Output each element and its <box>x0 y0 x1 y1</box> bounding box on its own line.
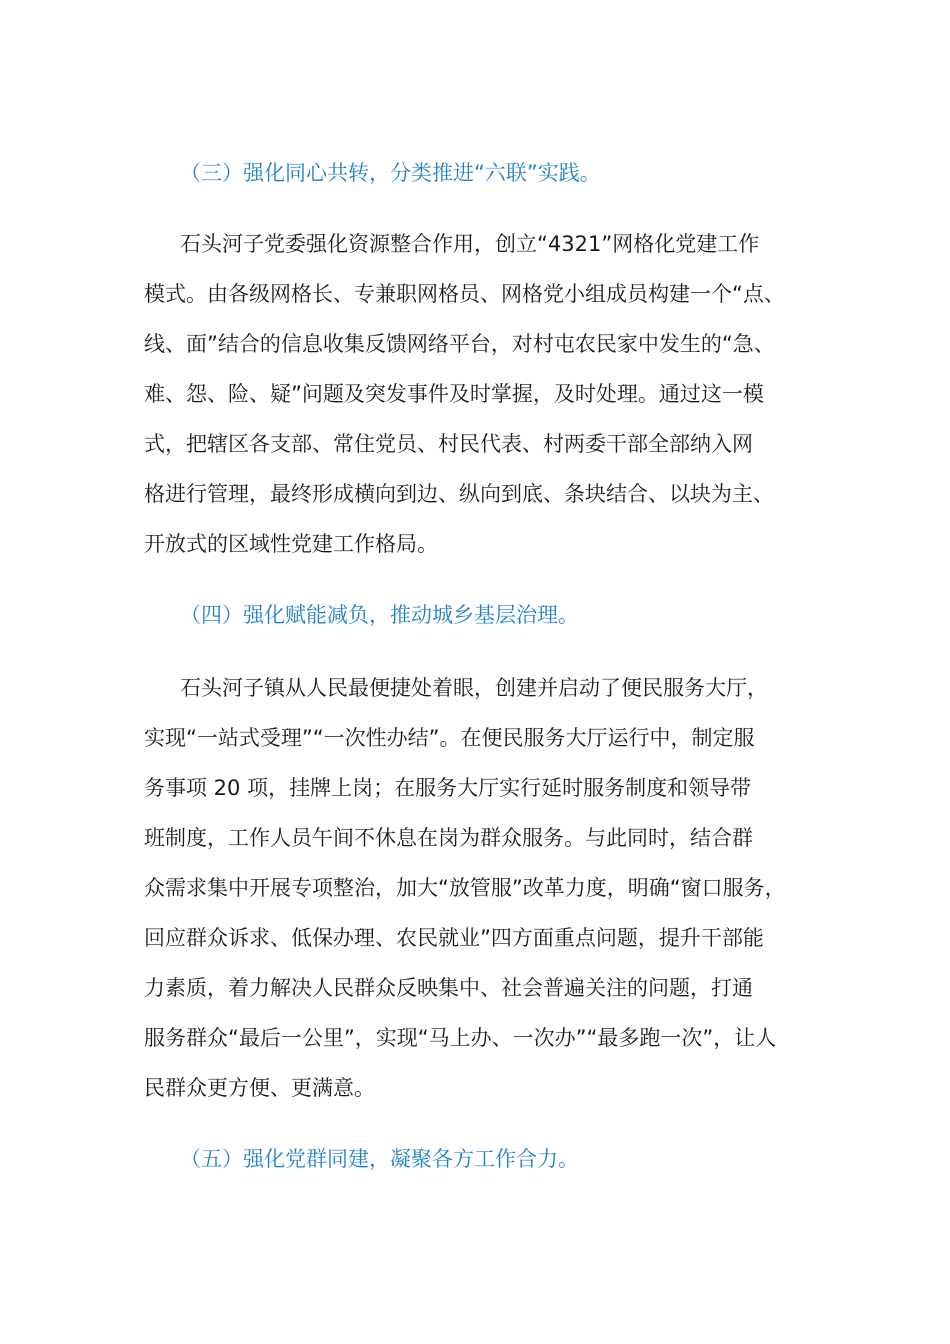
section-heading-3: （三）强化同心共转，分类推进“六联”实践。 <box>180 161 601 185</box>
paragraph-line: 开放式的区域性党建工作格局。 <box>144 532 438 556</box>
section-heading-5: （五）强化党群同建，凝聚各方工作合力。 <box>180 1147 579 1171</box>
paragraph-line: 回应群众诉求、低保办理、农民就业”四方面重点问题，提升干部能 <box>144 926 764 950</box>
paragraph-line: 民群众更方便、更满意。 <box>144 1076 375 1100</box>
paragraph-line: 模式。由各级网格长、专兼职网格员、网格党小组成员构建一个“点、 <box>144 282 785 306</box>
paragraph-line: 石头河子党委强化资源整合作用，创立“4321”网格化党建工作 <box>180 232 760 256</box>
paragraph-line: 实现“一站式受理”“一次性办结”。在便民服务大厅运行中，制定服 <box>144 726 755 750</box>
section-3-paragraph <box>144 219 816 569</box>
paragraph-line: 石头河子镇从人民最便捷处着眼，创建并启动了便民服务大厅， <box>180 676 768 700</box>
paragraph-line: 力素质，着力解决人民群众反映集中、社会普遍关注的问题，打通 <box>144 976 753 1000</box>
section-heading-4: （四）强化赋能减负，推动城乡基层治理。 <box>180 603 579 627</box>
paragraph-line: 式，把辖区各支部、常住党员、村民代表、村两委干部全部纳入网 <box>144 432 753 456</box>
paragraph-line: 务事项 20 项，挂牌上岗；在服务大厅实行延时服务制度和领导带 <box>144 776 752 800</box>
paragraph-line: 众需求集中开展专项整治，加大“放管服”改革力度，明确“窗口服务， <box>144 876 786 900</box>
paragraph-line: 班制度，工作人员午间不休息在岗为群众服务。与此同时，结合群 <box>144 826 753 850</box>
section-4-paragraph <box>144 663 816 1113</box>
paragraph-line: 难、怨、险、疑”问题及突发事件及时掌握，及时处理。通过这一模 <box>144 382 764 406</box>
paragraph-line: 格进行管理，最终形成横向到边、纵向到底、条块结合、以块为主、 <box>144 482 774 506</box>
paragraph-line: 服务群众“最后一公里”，实现“马上办、一次办”“最多跑一次”，让人 <box>144 1026 777 1050</box>
paragraph-line: 线、面”结合的信息收集反馈网络平台，对村屯农民家中发生的“急、 <box>144 332 775 356</box>
